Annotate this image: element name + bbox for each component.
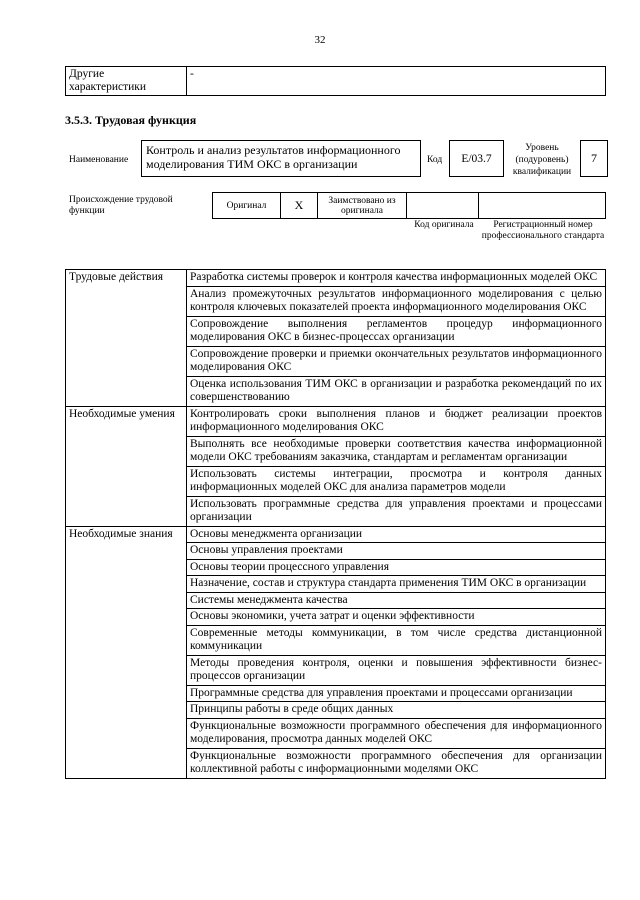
original-code-caption: Код оригинала: [414, 220, 474, 230]
table-cell: Использовать программные средства для управления проектами и процессами организации: [187, 496, 606, 526]
table-cell: Разработка системы проверок и контроля качества информационных моделей ОКС: [187, 270, 606, 287]
section-title: Трудовые действия: [66, 270, 187, 407]
labor-function-table: [65, 269, 606, 779]
table-cell: Методы проведения контроля, оценки и повышения эффективности бизнес-процессов организации: [187, 655, 606, 685]
table-cell: Выполнять все необходимые проверки соответствия качества информационной модели ОКС требованиям заказчика, стандартам и регламентам организации: [187, 436, 606, 466]
registration-number-caption: Регистрационный номер профессионального стандарта: [481, 220, 605, 241]
page-number: 32: [314, 34, 326, 46]
function-name-box: Контроль и анализ результатов информационного моделирования ТИМ ОКС в организации: [141, 140, 421, 177]
other-characteristics-label: Другие характеристики: [66, 67, 187, 96]
qualification-level-label: Уровень (подуровень) квалификации: [512, 143, 572, 177]
table-cell: Основы менеджмента организации: [187, 526, 606, 543]
table-cell: Функциональные возможности программного обеспечения для организации коллективной работы с информационными моделями ОКС: [187, 748, 606, 778]
table-cell: Основы экономики, учета затрат и оценки эффективности: [187, 609, 606, 626]
table-cell: Сопровождение выполнения регламентов процедур информационного моделирования ОКС в бизнес-процессах организации: [187, 316, 606, 346]
other-characteristics-table: [65, 66, 606, 96]
section-title: Необходимые умения: [66, 406, 187, 526]
borrowed-label: Заимствовано из оригинала: [318, 193, 407, 218]
table-cell: Основы управления проектами: [187, 543, 606, 560]
table-cell: Современные методы коммуникации, в том числе средства дистанционной коммуникации: [187, 625, 606, 655]
code-label: Код: [427, 155, 443, 165]
table-cell: Сопровождение проверки и приемки окончательных результатов информационного моделирования ОКС: [187, 346, 606, 376]
name-label: Наименование: [69, 155, 129, 165]
table-cell: Контролировать сроки выполнения планов и бюджет реализации проектов информационного моделирования ОКС: [187, 406, 606, 436]
table-cell: Назначение, состав и структура стандарта применения ТИМ ОКС в организации: [187, 576, 606, 593]
table-row: [66, 67, 606, 96]
other-characteristics-value: -: [187, 67, 606, 96]
registration-number-cell: [479, 193, 605, 218]
table-cell: Программные средства для управления проектами и процессами организации: [187, 685, 606, 702]
original-label: Оригинал: [213, 193, 281, 218]
table-row: [66, 406, 606, 436]
table-cell: Оценка использования ТИМ ОКС в организации и разработка рекомендаций по их совершенствованию: [187, 376, 606, 406]
original-code-cell: [407, 193, 479, 218]
function-code-box: E/03.7: [449, 140, 504, 177]
table-cell: Принципы работы в среде общих данных: [187, 702, 606, 719]
table-cell: Основы теории процессного управления: [187, 559, 606, 576]
origin-strip: [212, 192, 606, 219]
original-mark: X: [281, 193, 318, 218]
table-row: [66, 526, 606, 543]
table-cell: Использовать системы интеграции, просмотра и контроля данных информационных моделей ОКС для анализа параметров модели: [187, 466, 606, 496]
table-cell: Анализ промежуточных результатов информационного моделирования с целью контроля ключевых показателей проекта информационного моделирования ОКС: [187, 286, 606, 316]
section-heading: 3.5.3. Трудовая функция: [65, 113, 197, 127]
table-cell: Функциональные возможности программного обеспечения для информационного моделирования, просмотра данных моделей ОКС: [187, 718, 606, 748]
table-cell: Системы менеджмента качества: [187, 592, 606, 609]
origin-label: Происхождение трудовой функции: [69, 195, 173, 216]
section-title: Необходимые знания: [66, 526, 187, 778]
qualification-level-box: 7: [580, 140, 608, 177]
table-row: [66, 270, 606, 287]
